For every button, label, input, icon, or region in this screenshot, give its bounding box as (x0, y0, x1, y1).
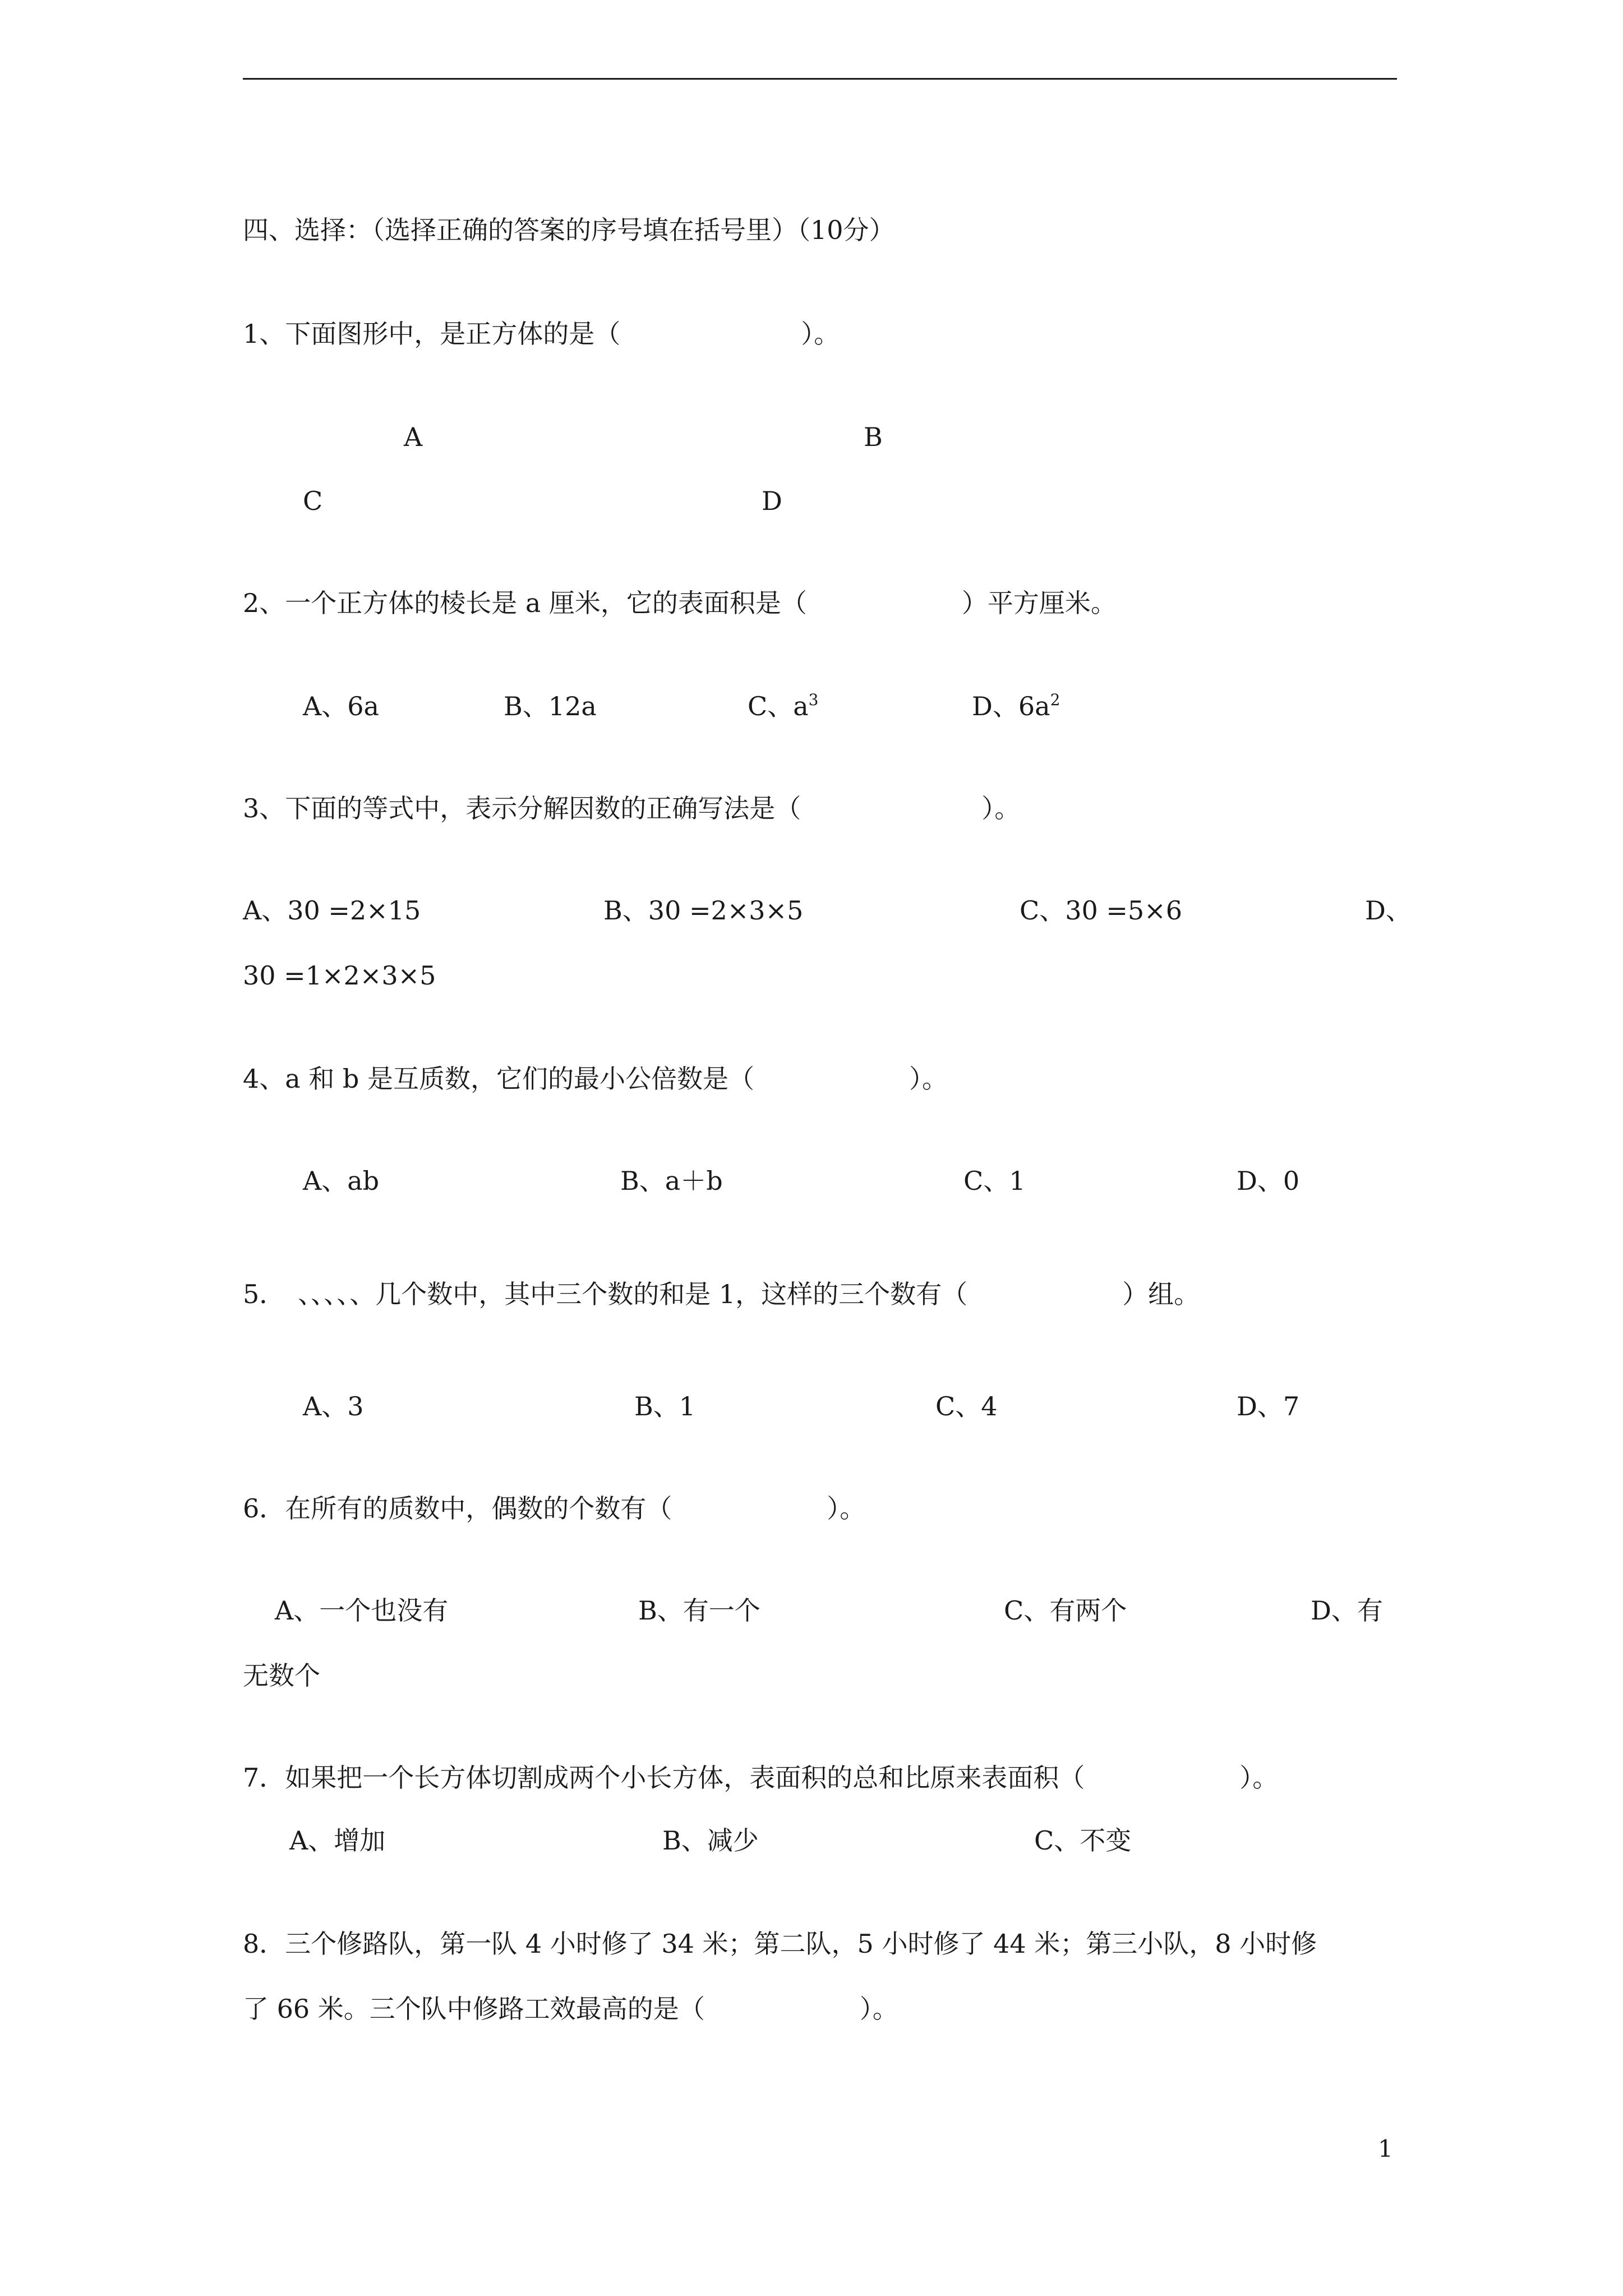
q7-option-c: C、不变 (1034, 1825, 1132, 1856)
q5-option-a: A、3 (303, 1391, 364, 1421)
q1-option-c: C (303, 486, 323, 516)
question-6: 6．在所有的质数中，偶数的个数有（ ）。 (243, 1493, 866, 1524)
q4-option-d: D、0 (1237, 1166, 1300, 1196)
q2-option-d (972, 693, 1060, 719)
q6-option-a: A、一个也没有 (275, 1595, 449, 1626)
q1-option-a: A (404, 422, 423, 452)
q2-option-c (748, 693, 818, 719)
q2-option-c-text: C、a (748, 691, 809, 721)
question-1: 1、下面图形中，是正方体的是（ ）。 (243, 319, 840, 349)
q5-option-d: D、7 (1237, 1391, 1300, 1421)
q3-option-a: A、30 =2×15 (243, 895, 421, 926)
q2-option-c-exponent: 3 (808, 691, 819, 709)
q2-option-d-exponent: 2 (1050, 691, 1061, 709)
section-title: 四、选择：（选择正确的答案的序号填在括号里）（10分） (243, 215, 895, 245)
page-number: 1 (1378, 2135, 1393, 2162)
q4-option-b: B、a＋b (620, 1166, 723, 1196)
question-3: 3、下面的等式中，表示分解因数的正确写法是（ ）。 (243, 793, 1021, 823)
q2-option-a: A、6a (303, 691, 379, 721)
q5-option-c: C、4 (935, 1391, 998, 1421)
header-rule (243, 78, 1397, 80)
q4-option-a: A、ab (303, 1166, 380, 1196)
q6-option-d: D、有 (1311, 1595, 1383, 1626)
q3-option-d: D、 (1365, 895, 1412, 926)
q6-option-c: C、有两个 (1004, 1595, 1127, 1626)
question-4: 4、a 和 b 是互质数，它们的最小公倍数是（ ）。 (243, 1064, 948, 1094)
q2-option-d-text: D、6a (972, 691, 1050, 721)
q1-option-b: B (864, 422, 883, 452)
q1-option-d: D (762, 486, 782, 516)
q3-option-c: C、30 =5×6 (1020, 895, 1182, 926)
question-2: 2、一个正方体的棱长是 a 厘米，它的表面积是（ ）平方厘米。 (243, 588, 1117, 618)
question-7: 7．如果把一个长方体切割成两个小长方体，表面积的总和比原来表面积（ ）。 (243, 1763, 1279, 1793)
q5-option-b: B、1 (634, 1391, 696, 1421)
q7-option-a: A、增加 (289, 1825, 386, 1856)
question-5: 5． 、、、、、几个数中，其中三个数的和是 1，这样的三个数有（ ）组。 (243, 1279, 1200, 1309)
question-8: 8．三个修路队，第一队 4 小时修了 34 米；第二队，5 小时修了 44 米；第三小队，8 小时修 (243, 1929, 1317, 1959)
q2-option-b: B、12a (504, 691, 597, 721)
q7-option-b: B、减少 (662, 1825, 759, 1856)
question-8-continuation: 了 66 米。三个队中修路工效最高的是（ ）。 (243, 1994, 898, 2024)
q6-option-b: B、有一个 (638, 1595, 760, 1626)
q4-option-c: C、1 (963, 1166, 1026, 1196)
q3-option-b: B、30 =2×3×5 (603, 895, 804, 926)
q3-option-d-continuation: 30 =1×2×3×5 (243, 960, 436, 991)
q6-option-d-continuation: 无数个 (243, 1660, 320, 1691)
